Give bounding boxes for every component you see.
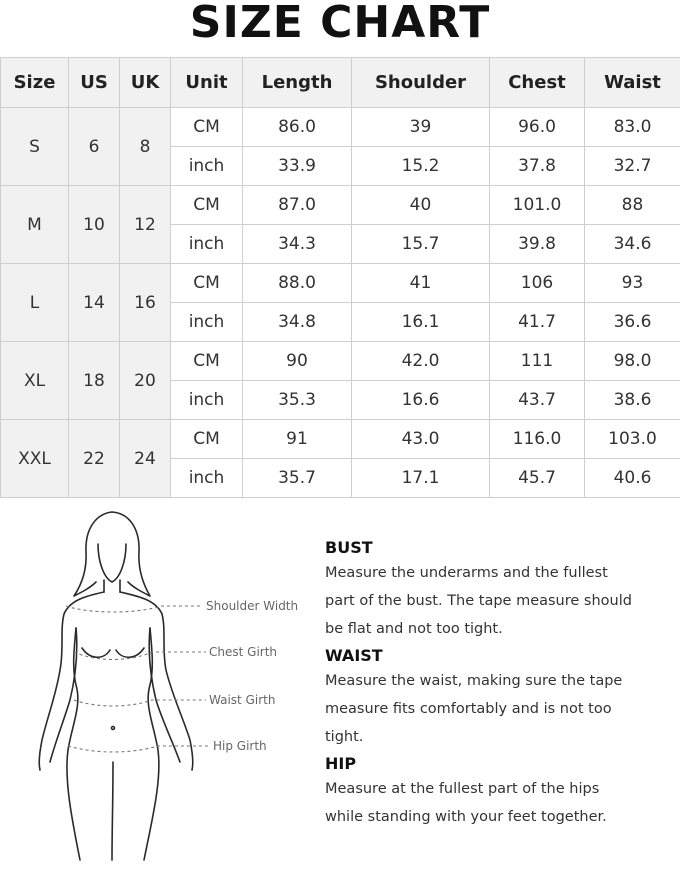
length-cell: 90	[243, 342, 352, 381]
shoulder-cell: 43.0	[352, 420, 490, 459]
chest-cell: 39.8	[490, 225, 585, 264]
us-cell: 18	[69, 342, 120, 420]
unit-cell: inch	[171, 225, 243, 264]
header-size: Size	[1, 58, 69, 108]
size-cell: XXL	[1, 420, 69, 498]
us-cell: 10	[69, 186, 120, 264]
header-us: US	[69, 58, 120, 108]
left-arm-outline	[39, 592, 104, 770]
bust-text	[325, 559, 675, 643]
us-cell: 22	[69, 420, 120, 498]
body-figure-illustration	[0, 500, 320, 873]
length-cell: 87.0	[243, 186, 352, 225]
shoulder-cell: 16.1	[352, 303, 490, 342]
waist-line-1: Measure the waist, making sure the tape	[325, 673, 623, 689]
header-uk: UK	[120, 58, 171, 108]
bust-outline	[82, 648, 144, 657]
unit-cell: inch	[171, 147, 243, 186]
shoulder-cell: 41	[352, 264, 490, 303]
bust-line-1: Measure the underarms and the fullest	[325, 565, 608, 581]
chest-cell: 111	[490, 342, 585, 381]
hip-measure-line	[68, 746, 210, 752]
table-row	[1, 342, 680, 381]
uk-cell: 12	[120, 186, 171, 264]
table-row	[1, 420, 680, 459]
chest-cell: 116.0	[490, 420, 585, 459]
waist-girth-label: Waist Girth	[209, 693, 276, 707]
bust-line-3: be flat and not too tight.	[325, 621, 503, 637]
shoulder-cell: 40	[352, 186, 490, 225]
page-title: SIZE CHART	[189, 0, 491, 48]
waist-cell: 103.0	[585, 420, 680, 459]
us-cell: 6	[69, 108, 120, 186]
torso-left	[67, 628, 80, 860]
waist-line-3: tight.	[325, 729, 364, 745]
unit-cell: inch	[171, 459, 243, 498]
waist-line-2: measure fits comfortably and is not too	[325, 701, 612, 717]
unit-cell: CM	[171, 342, 243, 381]
length-cell: 88.0	[243, 264, 352, 303]
header-chest: Chest	[490, 58, 585, 108]
length-cell: 35.7	[243, 459, 352, 498]
chest-cell: 106	[490, 264, 585, 303]
table-row	[1, 108, 680, 147]
chest-cell: 45.7	[490, 459, 585, 498]
shoulder-cell: 17.1	[352, 459, 490, 498]
waist-measure-line	[74, 700, 206, 706]
length-cell: 86.0	[243, 108, 352, 147]
length-cell: 34.3	[243, 225, 352, 264]
unit-cell: CM	[171, 108, 243, 147]
waist-cell: 98.0	[585, 342, 680, 381]
waist-cell: 88	[585, 186, 680, 225]
shoulder-cell: 15.7	[352, 225, 490, 264]
waist-cell: 83.0	[585, 108, 680, 147]
bust-line-2: part of the bust. The tape measure should	[325, 593, 632, 609]
length-cell: 35.3	[243, 381, 352, 420]
length-cell: 34.8	[243, 303, 352, 342]
shoulder-cell: 16.6	[352, 381, 490, 420]
chest-cell: 41.7	[490, 303, 585, 342]
hair-outline	[74, 512, 112, 596]
us-cell: 14	[69, 264, 120, 342]
header-shoulder: Shoulder	[352, 58, 490, 108]
hip-line-2: while standing with your feet together.	[325, 809, 607, 825]
waist-text	[325, 667, 675, 751]
chest-girth-label: Chest Girth	[209, 645, 278, 659]
chest-cell: 43.7	[490, 381, 585, 420]
table-row	[1, 186, 680, 225]
leg-divide	[112, 762, 113, 860]
chest-cell: 37.8	[490, 147, 585, 186]
size-chart-table	[0, 57, 680, 498]
unit-cell: CM	[171, 264, 243, 303]
waist-heading: WAIST	[325, 646, 383, 665]
size-cell: M	[1, 186, 69, 264]
hip-heading: HIP	[325, 754, 357, 773]
unit-cell: CM	[171, 186, 243, 225]
face-outline	[98, 544, 126, 582]
hip-girth-label: Hip Girth	[213, 739, 267, 753]
shoulder-cell: 15.2	[352, 147, 490, 186]
bust-heading: BUST	[325, 538, 373, 557]
shoulder-width-label: Shoulder Width	[206, 599, 299, 613]
shoulder-cell: 42.0	[352, 342, 490, 381]
waist-cell: 32.7	[585, 147, 680, 186]
uk-cell: 24	[120, 420, 171, 498]
waist-cell: 38.6	[585, 381, 680, 420]
uk-cell: 20	[120, 342, 171, 420]
waist-cell: 34.6	[585, 225, 680, 264]
header-unit: Unit	[171, 58, 243, 108]
chest-cell: 101.0	[490, 186, 585, 225]
unit-cell: CM	[171, 420, 243, 459]
waist-cell: 93	[585, 264, 680, 303]
chest-cell: 96.0	[490, 108, 585, 147]
shoulder-measure-line	[66, 606, 202, 612]
hip-line-1: Measure at the fullest part of the hips	[325, 781, 600, 797]
hair-outline-right	[112, 512, 150, 596]
table-header-row	[1, 58, 680, 108]
size-cell: L	[1, 264, 69, 342]
header-length: Length	[243, 58, 352, 108]
length-cell: 33.9	[243, 147, 352, 186]
uk-cell: 16	[120, 264, 171, 342]
unit-cell: inch	[171, 303, 243, 342]
header-waist: Waist	[585, 58, 680, 108]
length-cell: 91	[243, 420, 352, 459]
waist-cell: 40.6	[585, 459, 680, 498]
shoulder-cell: 39	[352, 108, 490, 147]
table-row	[1, 264, 680, 303]
measurement-guide	[325, 535, 675, 833]
unit-cell: inch	[171, 381, 243, 420]
waist-cell: 36.6	[585, 303, 680, 342]
navel	[112, 727, 115, 730]
size-cell: S	[1, 108, 69, 186]
size-cell: XL	[1, 342, 69, 420]
hip-text	[325, 775, 675, 831]
uk-cell: 8	[120, 108, 171, 186]
torso-right	[144, 628, 159, 860]
